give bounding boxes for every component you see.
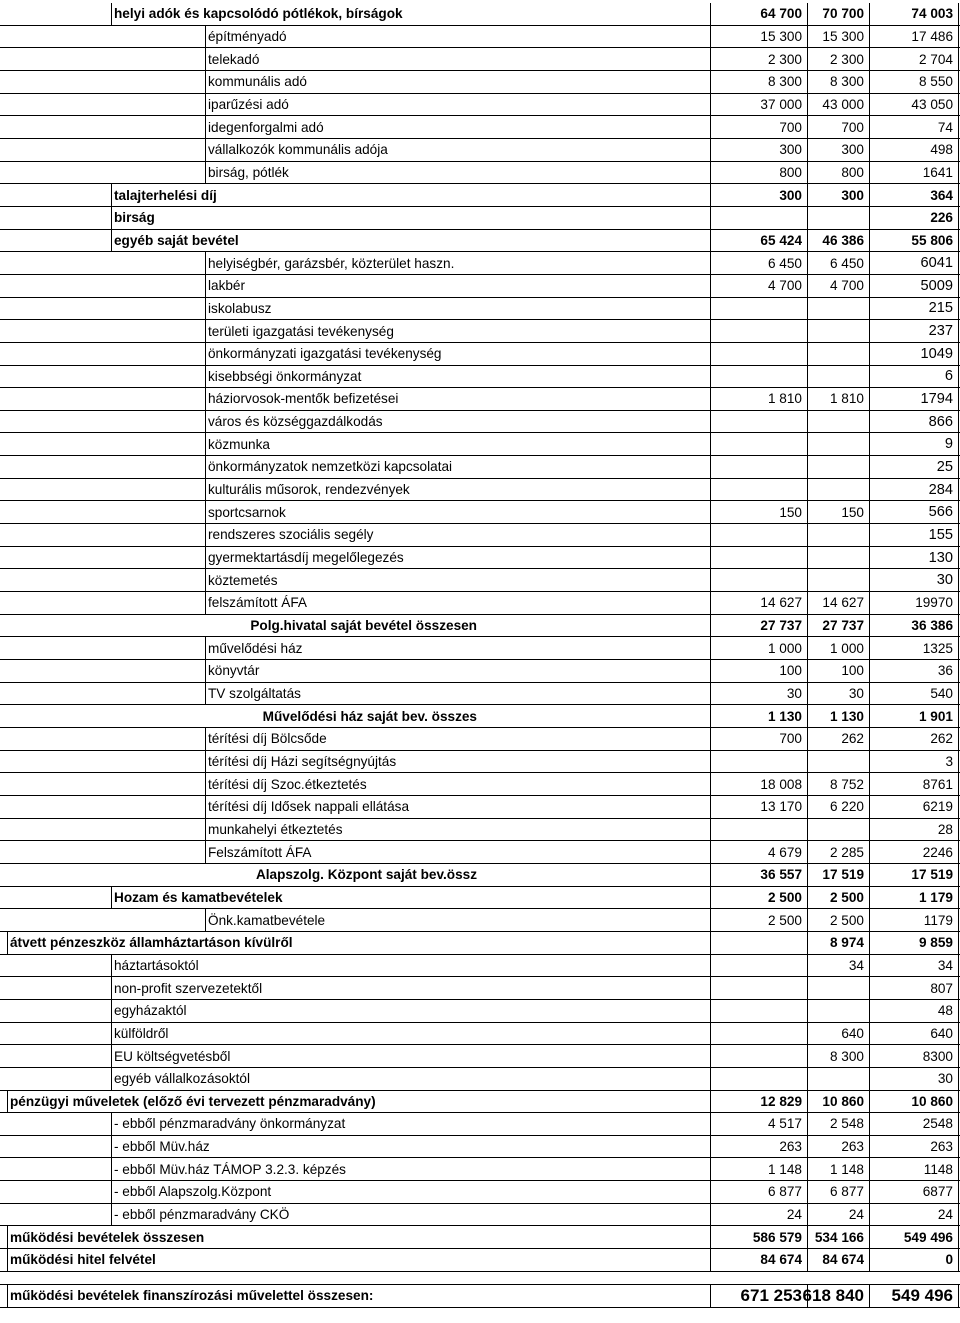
value-col-2: 700 — [807, 116, 869, 138]
value-col-3: 5009 — [869, 275, 959, 297]
row-label: kisebbségi önkormányzat — [205, 366, 710, 388]
value-col-1 — [710, 819, 807, 841]
table-row — [0, 162, 960, 185]
row-label: - ebből pénzmaradvány önkormányzat — [111, 1113, 710, 1135]
value-col-2: 84 674 — [807, 1249, 869, 1271]
value-col-1 — [710, 207, 807, 229]
row-label: iparűzési adó — [205, 94, 710, 116]
value-col-2: 8 300 — [807, 71, 869, 93]
value-col-1: 263 — [710, 1136, 807, 1158]
value-col-1: 36 557 — [710, 864, 807, 886]
table-row — [0, 26, 960, 49]
value-col-1: 1 000 — [710, 637, 807, 659]
value-col-2: 300 — [807, 139, 869, 161]
value-col-3: 498 — [869, 139, 959, 161]
table-row — [0, 1136, 960, 1159]
value-col-3: 43 050 — [869, 94, 959, 116]
value-col-3: 6041 — [869, 252, 959, 274]
value-col-2 — [807, 751, 869, 773]
value-col-2: 6 450 — [807, 252, 869, 274]
value-col-1 — [710, 343, 807, 365]
table-row — [0, 94, 960, 117]
table-row — [0, 343, 960, 366]
value-col-3: 549 496 — [869, 1226, 959, 1248]
row-label: város és községgazdálkodás — [205, 411, 710, 433]
value-col-3: 36 386 — [869, 615, 959, 637]
value-col-1: 12 829 — [710, 1091, 807, 1113]
table-row — [0, 1158, 960, 1181]
value-col-2: 1 130 — [807, 705, 869, 727]
value-col-2 — [807, 456, 869, 478]
value-col-2 — [807, 819, 869, 841]
value-col-3: 540 — [869, 683, 959, 705]
value-col-3: 8761 — [869, 773, 959, 795]
value-col-3: 155 — [869, 524, 959, 546]
row-label: gyermektartásdíj megelőlegezés — [205, 547, 710, 569]
value-col-1: 700 — [710, 116, 807, 138]
row-label: - ebből pénzmaradvány CKÖ — [111, 1204, 710, 1226]
row-label: térítési díj Szoc.étkeztetés — [205, 773, 710, 795]
row-label: egyházaktól — [111, 1000, 710, 1022]
table-row — [0, 366, 960, 389]
value-col-1: 1 130 — [710, 705, 807, 727]
value-col-3: 19970 — [869, 592, 959, 614]
row-label: felszámított ÁFA — [205, 592, 710, 614]
value-col-2: 1 148 — [807, 1158, 869, 1180]
table-row — [0, 1181, 960, 1204]
row-label: TV szolgáltatás — [205, 683, 710, 705]
value-col-1: 700 — [710, 728, 807, 750]
value-col-3: 237 — [869, 320, 959, 342]
value-col-3: 36 — [869, 660, 959, 682]
value-col-3: 2 704 — [869, 48, 959, 70]
value-col-3: 549 496 — [869, 1285, 959, 1307]
table-row — [0, 637, 960, 660]
value-col-2 — [807, 1000, 869, 1022]
value-col-2 — [807, 207, 869, 229]
value-col-1: 15 300 — [710, 26, 807, 48]
value-col-1 — [710, 1000, 807, 1022]
value-col-3: 6877 — [869, 1181, 959, 1203]
value-col-2 — [807, 479, 869, 501]
value-col-1: 4 679 — [710, 841, 807, 863]
value-col-3: 640 — [869, 1023, 959, 1045]
row-label: non-profit szervezetektől — [111, 977, 710, 999]
row-label: EU költségvetésből — [111, 1045, 710, 1067]
value-col-1 — [710, 932, 807, 954]
value-col-3: 215 — [869, 298, 959, 320]
value-col-3: 6219 — [869, 796, 959, 818]
row-label: Önk.kamatbevétele — [205, 909, 710, 931]
value-col-2: 800 — [807, 162, 869, 184]
value-col-1 — [710, 320, 807, 342]
value-col-2: 263 — [807, 1136, 869, 1158]
row-label: pénzügyi műveletek (előző évi tervezett pénzmaradvány) — [7, 1091, 710, 1113]
grand-total-row — [0, 1284, 960, 1308]
value-col-1 — [710, 456, 807, 478]
row-label: talajterhelési díj — [111, 184, 710, 206]
row-label: munkahelyi étkeztetés — [205, 819, 710, 841]
table-row — [0, 683, 960, 706]
value-col-3: 17 519 — [869, 864, 959, 886]
value-col-2 — [807, 343, 869, 365]
table-row — [0, 71, 960, 94]
value-col-2: 300 — [807, 184, 869, 206]
table-row — [0, 955, 960, 978]
value-col-2 — [807, 320, 869, 342]
value-col-1: 6 877 — [710, 1181, 807, 1203]
table-row — [0, 1023, 960, 1046]
value-col-2: 30 — [807, 683, 869, 705]
table-row — [0, 298, 960, 321]
row-label: rendszeres szociális segély — [205, 524, 710, 546]
value-col-3: 1049 — [869, 343, 959, 365]
value-col-2: 4 700 — [807, 275, 869, 297]
value-col-2: 14 627 — [807, 592, 869, 614]
value-col-2 — [807, 569, 869, 591]
value-col-3: 566 — [869, 501, 959, 523]
table-row — [0, 592, 960, 615]
value-col-1: 18 008 — [710, 773, 807, 795]
table-row — [0, 796, 960, 819]
value-col-3: 34 — [869, 955, 959, 977]
row-label: köztemetés — [205, 569, 710, 591]
value-col-2: 70 700 — [807, 3, 869, 25]
value-col-1: 4 700 — [710, 275, 807, 297]
value-col-1 — [710, 977, 807, 999]
row-label: egyéb vállalkozásoktól — [111, 1068, 710, 1090]
value-col-3: 226 — [869, 207, 959, 229]
row-label: Polg.hivatal saját bevétel összesen — [250, 618, 477, 634]
value-col-1: 6 450 — [710, 252, 807, 274]
row-label: térítési díj Idősek nappali ellátása — [205, 796, 710, 818]
value-col-1 — [710, 479, 807, 501]
value-col-2: 17 519 — [807, 864, 869, 886]
table-row — [0, 524, 960, 547]
value-col-1: 2 500 — [710, 887, 807, 909]
value-col-1: 800 — [710, 162, 807, 184]
value-col-1: 300 — [710, 139, 807, 161]
value-col-3: 30 — [869, 569, 959, 591]
value-col-3: 9 — [869, 433, 959, 455]
value-col-2: 6 220 — [807, 796, 869, 818]
value-col-1: 13 170 — [710, 796, 807, 818]
table-row — [0, 887, 960, 910]
value-col-1: 84 674 — [710, 1249, 807, 1271]
value-col-3: 1148 — [869, 1158, 959, 1180]
value-col-1: 2 300 — [710, 48, 807, 70]
table-row — [0, 433, 960, 456]
value-col-3: 263 — [869, 1136, 959, 1158]
value-col-1 — [710, 411, 807, 433]
row-label: háziorvosok-mentők befizetései — [205, 388, 710, 410]
row-label: - ebből Müv.ház — [111, 1136, 710, 1158]
row-label: átvett pénzeszköz államháztartáson kívülről — [7, 932, 710, 954]
value-col-3: 30 — [869, 1068, 959, 1090]
table-row — [0, 841, 960, 864]
value-col-3: 28 — [869, 819, 959, 841]
row-label: vállalkozók kommunális adója — [205, 139, 710, 161]
value-col-3: 24 — [869, 1204, 959, 1226]
table-row — [0, 139, 960, 162]
value-col-2: 6 877 — [807, 1181, 869, 1203]
table-row — [0, 773, 960, 796]
value-col-1: 1 148 — [710, 1158, 807, 1180]
table-row — [0, 3, 960, 26]
value-col-3: 25 — [869, 456, 959, 478]
value-col-2: 2 285 — [807, 841, 869, 863]
value-col-1: 1 810 — [710, 388, 807, 410]
row-label: térítési díj Házi segítségnyújtás — [205, 751, 710, 773]
value-col-3: 1641 — [869, 162, 959, 184]
budget-table — [0, 3, 960, 1308]
row-label: - ebből Alapszolg.Központ — [111, 1181, 710, 1203]
value-col-2 — [807, 547, 869, 569]
row-label: lakbér — [205, 275, 710, 297]
row-label: telekadó — [205, 48, 710, 70]
value-col-2: 150 — [807, 501, 869, 523]
value-col-1 — [710, 1023, 807, 1045]
value-col-3: 74 003 — [869, 3, 959, 25]
row-label: önkormányzatok nemzetközi kapcsolatai — [205, 456, 710, 478]
value-col-3: 866 — [869, 411, 959, 433]
row-label: Alapszolg. Központ saját bev.össz — [255, 867, 477, 883]
table-row — [0, 479, 960, 502]
row-label: könyvtár — [205, 660, 710, 682]
value-col-2: 534 166 — [807, 1226, 869, 1248]
table-row — [0, 909, 960, 932]
row-label: Művelődési ház saját bev. összes — [262, 708, 477, 724]
table-row — [0, 547, 960, 570]
row-label: működési hitel felvétel — [7, 1249, 710, 1271]
value-col-3: 8300 — [869, 1045, 959, 1067]
value-col-3: 8 550 — [869, 71, 959, 93]
table-row — [0, 728, 960, 751]
value-col-2: 1 810 — [807, 388, 869, 410]
row-label: kommunális adó — [205, 71, 710, 93]
value-col-3: 48 — [869, 1000, 959, 1022]
value-col-2: 640 — [807, 1023, 869, 1045]
table-row — [0, 1226, 960, 1249]
value-col-1: 30 — [710, 683, 807, 705]
value-col-1: 27 737 — [710, 615, 807, 637]
value-col-2: 27 737 — [807, 615, 869, 637]
value-col-2: 618 840 — [807, 1285, 869, 1307]
value-col-2 — [807, 977, 869, 999]
table-row — [0, 751, 960, 774]
value-col-1 — [710, 524, 807, 546]
row-label: sportcsarnok — [205, 501, 710, 523]
table-row — [0, 501, 960, 524]
table-row — [0, 1068, 960, 1091]
value-col-2 — [807, 366, 869, 388]
table-row — [0, 116, 960, 139]
value-col-1: 24 — [710, 1204, 807, 1226]
value-col-1: 37 000 — [710, 94, 807, 116]
table-row — [0, 456, 960, 479]
value-col-3: 1 901 — [869, 705, 959, 727]
row-label: önkormányzati igazgatási tevékenység — [205, 343, 710, 365]
value-col-2: 2 548 — [807, 1113, 869, 1135]
value-col-2: 262 — [807, 728, 869, 750]
value-col-2 — [807, 411, 869, 433]
table-row — [0, 207, 960, 230]
row-label: művelődési ház — [205, 637, 710, 659]
table-row — [0, 660, 960, 683]
value-col-2: 8 300 — [807, 1045, 869, 1067]
table-row — [0, 320, 960, 343]
row-label: térítési díj Bölcsőde — [205, 728, 710, 750]
value-col-1 — [710, 1045, 807, 1067]
value-col-2 — [807, 1068, 869, 1090]
value-col-2: 15 300 — [807, 26, 869, 48]
value-col-1: 8 300 — [710, 71, 807, 93]
value-col-1: 4 517 — [710, 1113, 807, 1135]
value-col-3: 130 — [869, 547, 959, 569]
table-row — [0, 388, 960, 411]
value-col-1 — [710, 955, 807, 977]
value-col-1 — [710, 298, 807, 320]
value-col-3: 807 — [869, 977, 959, 999]
value-col-3: 0 — [869, 1249, 959, 1271]
value-col-3: 1325 — [869, 637, 959, 659]
value-col-3: 1 179 — [869, 887, 959, 909]
table-row — [0, 705, 960, 728]
value-col-3: 17 486 — [869, 26, 959, 48]
value-col-2 — [807, 433, 869, 455]
value-col-3: 262 — [869, 728, 959, 750]
value-col-3: 364 — [869, 184, 959, 206]
value-col-1 — [710, 569, 807, 591]
row-label: egyéb saját bevétel — [111, 230, 710, 252]
spacer-row — [0, 1272, 960, 1284]
row-label: birság, pótlék — [205, 162, 710, 184]
value-col-1: 65 424 — [710, 230, 807, 252]
value-col-3: 10 860 — [869, 1091, 959, 1113]
table-row — [0, 1204, 960, 1227]
table-row — [0, 1045, 960, 1068]
table-row — [0, 48, 960, 71]
row-label: működési bevételek finanszírozási művelettel összesen: — [7, 1285, 710, 1307]
table-row — [0, 1000, 960, 1023]
value-col-3: 9 859 — [869, 932, 959, 954]
value-col-1 — [710, 433, 807, 455]
value-col-1: 14 627 — [710, 592, 807, 614]
value-col-3: 284 — [869, 479, 959, 501]
value-col-1 — [710, 751, 807, 773]
value-col-1: 671 253 — [710, 1285, 807, 1307]
value-col-2: 2 300 — [807, 48, 869, 70]
value-col-2: 8 752 — [807, 773, 869, 795]
row-label: birság — [111, 207, 710, 229]
row-label: területi igazgatási tevékenység — [205, 320, 710, 342]
table-row — [0, 1113, 960, 1136]
value-col-2: 43 000 — [807, 94, 869, 116]
table-row — [0, 932, 960, 955]
value-col-2: 46 386 — [807, 230, 869, 252]
value-col-2: 24 — [807, 1204, 869, 1226]
row-label: kulturális műsorok, rendezvények — [205, 479, 710, 501]
table-row — [0, 411, 960, 434]
value-col-3: 2246 — [869, 841, 959, 863]
value-col-2: 10 860 — [807, 1091, 869, 1113]
value-col-3: 74 — [869, 116, 959, 138]
table-row — [0, 275, 960, 298]
table-row — [0, 864, 960, 887]
table-row — [0, 819, 960, 842]
table-row — [0, 230, 960, 253]
value-col-3: 6 — [869, 366, 959, 388]
value-col-2 — [807, 298, 869, 320]
value-col-2: 8 974 — [807, 932, 869, 954]
row-label: közmunka — [205, 433, 710, 455]
value-col-2: 1 000 — [807, 637, 869, 659]
value-col-2: 100 — [807, 660, 869, 682]
row-label: helyiségbér, garázsbér, közterület haszn. — [205, 252, 710, 274]
value-col-3: 1794 — [869, 388, 959, 410]
value-col-1: 150 — [710, 501, 807, 523]
row-label: helyi adók és kapcsolódó pótlékok, bírságok — [111, 3, 710, 25]
table-row — [0, 252, 960, 275]
row-label: külföldről — [111, 1023, 710, 1045]
value-col-1 — [710, 1068, 807, 1090]
row-label: Felszámított ÁFA — [205, 841, 710, 863]
value-col-3: 3 — [869, 751, 959, 773]
value-col-2: 2 500 — [807, 909, 869, 931]
row-label: - ebből Müv.ház TÁMOP 3.2.3. képzés — [111, 1158, 710, 1180]
value-col-3: 1179 — [869, 909, 959, 931]
row-label: iskolabusz — [205, 298, 710, 320]
table-row — [0, 977, 960, 1000]
value-col-1: 586 579 — [710, 1226, 807, 1248]
value-col-1 — [710, 547, 807, 569]
value-col-1: 100 — [710, 660, 807, 682]
table-row — [0, 1249, 960, 1272]
value-col-2 — [807, 524, 869, 546]
row-label: működési bevételek összesen — [7, 1226, 710, 1248]
table-row — [0, 1091, 960, 1114]
row-label: építményadó — [205, 26, 710, 48]
value-col-1: 64 700 — [710, 3, 807, 25]
row-label: Hozam és kamatbevételek — [111, 887, 710, 909]
table-row — [0, 184, 960, 207]
table-row — [0, 615, 960, 638]
table-row — [0, 569, 960, 592]
row-label: idegenforgalmi adó — [205, 116, 710, 138]
value-col-1: 300 — [710, 184, 807, 206]
value-col-3: 55 806 — [869, 230, 959, 252]
value-col-2: 34 — [807, 955, 869, 977]
value-col-1 — [710, 366, 807, 388]
value-col-3: 2548 — [869, 1113, 959, 1135]
row-label: háztartásoktól — [111, 955, 710, 977]
value-col-1: 2 500 — [710, 909, 807, 931]
value-col-2: 2 500 — [807, 887, 869, 909]
